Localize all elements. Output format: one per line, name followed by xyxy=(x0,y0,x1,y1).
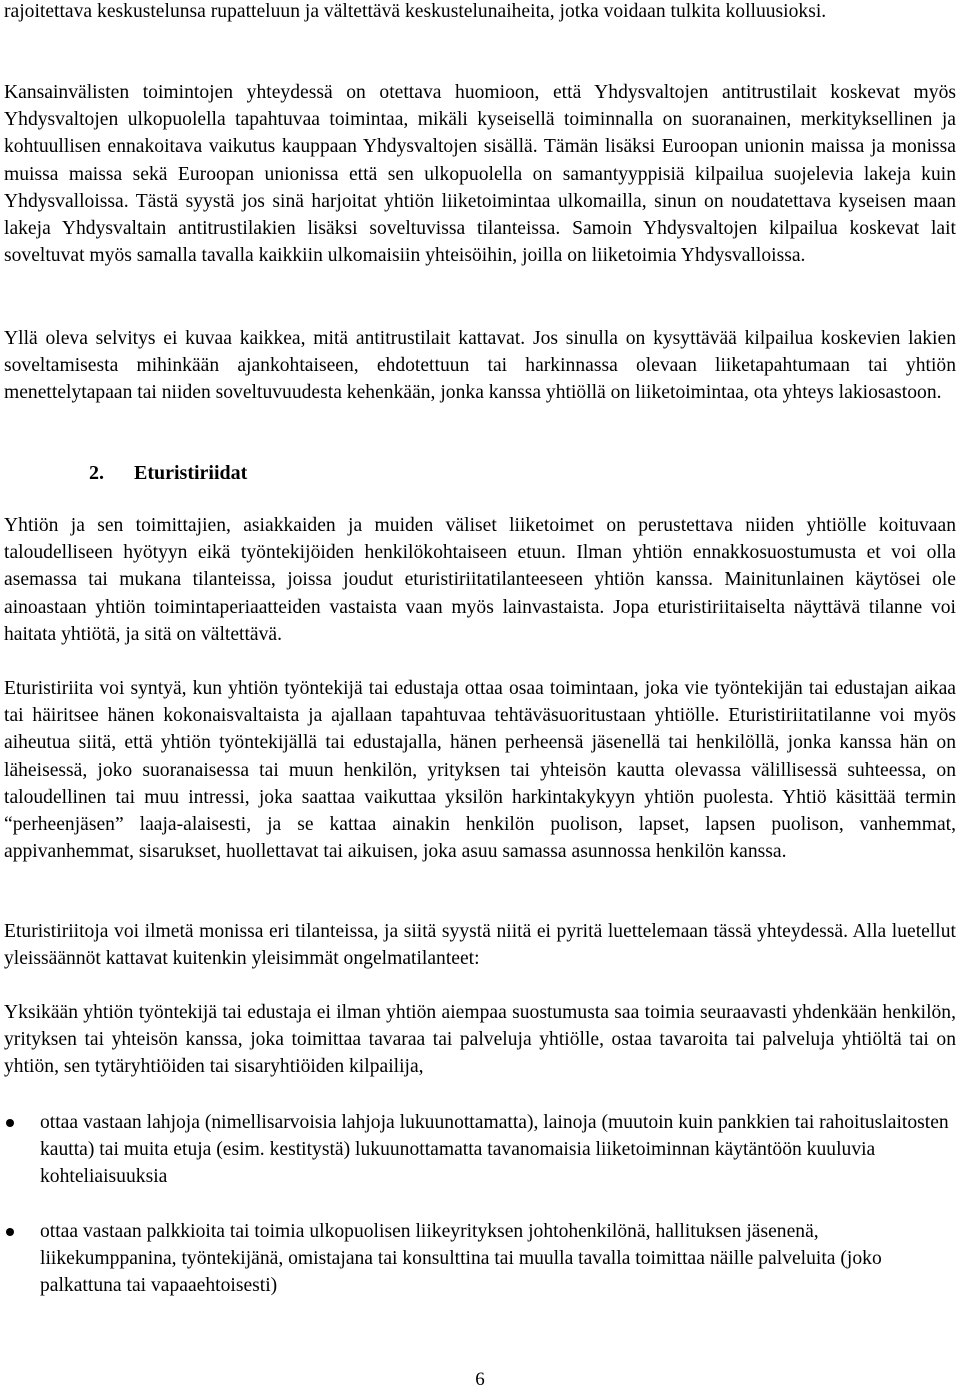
paragraph-international: Kansainvälisten toimintojen yhteydessä on otettava huomioon, että Yhdysvaltojen antitrustilait koskevat myös Yhdysvaltojen ulkopuolella tapahtuvaa toimintaa, mikäli kyseisellä toiminnalla on suoranainen, merkityksellinen ja kohtuullisen ennakoitava vaikutus kauppaan Yhdysvaltojen sisällä. Tämän lisäksi Euroopan unionin maissa ja monissa muissa maissa sekä Euroopan unionissa että sen ulkopuolella on samantyyppisiä kilpailua suojelevia lakeja kuin Yhdysvalloissa. Tästä syystä jos sinä harjoitat yhtiön liiketoimintaa ulkomailla, sinun on noudatettava kyseisen maan lakeja Yhdysvaltain antitrustilakien lisäksi soveltuvissa tilanteissa. Samoin Yhdysvaltojen kilpailua koskevat lait soveltuvat myös samalla tavalla kaikkiin ulkomaisiin yhteisöihin, joilla on liiketoimia Yhdysvalloissa. xyxy=(4,82,956,267)
paragraph-rules: Yksikään yhtiön työntekijä tai edustaja ei ilman yhtiön aiempaa suostumusta saa toimia seuraavasti yhdenkään henkilön, yrityksen tai yhteisön kanssa, joka toimittaa tavaraa tai palveluja yhtiölle, ostaa tavaroita tai palveluja yhtiöltä tai on yhtiön, sen tytäryhtiöiden tai sisaryhtiöiden kilpailija, xyxy=(4,1002,956,1078)
page-number: 6 xyxy=(475,1369,485,1390)
bullet-icon xyxy=(6,1228,14,1236)
section-number: 2. xyxy=(89,462,104,484)
paragraph-conflict-intro: Yhtiön ja sen toimittajien, asiakkaiden ja muiden väliset liiketoimet on perustettava niiden yhtiölle koituvaan taloudelliseen hyötyyn eikä työntekijöiden henkilökohtaiseen etuun. Ilman yhtiön ennakkosuostumusta et voi olla asemassa tai mukana tilanteissa, joissa joudut eturistiriitatilanteeseen yhtiön kanssa. Mainitunlainen käytösei ole ainoastaan yhtiön toimintaperiaatteiden vastaista vaan myös lainvastaista. Jopa eturistiriitaiselta näyttävä tilanne voi haitata yhtiötä, ja sitä on vältettävä. xyxy=(4,515,956,645)
paragraph-antitrust-summary: Yllä oleva selvitys ei kuvaa kaikkea, mitä antitrustilait kattavat. Jos sinulla on kysyttävää kilpailua koskevien lakien soveltamisesta mihinkään ajankohtaiseen, ehdotettuun tai harkinnassa olevaan liiketapahtumaan tai yhtiön menettelytapaan tai niiden soveltuvuudesta kehenkään, jonka kanssa yhtiöllä on liiketoimintaa, ota yhteys lakiosastoon. xyxy=(4,328,956,404)
paragraph-kolluusio: rajoitettava keskustelunsa rupatteluun ja vältettävä keskustelunaiheita, jotka voidaan tulkita kolluusioksi. xyxy=(4,1,827,22)
paragraph-conflict-situations: Eturistiriitoja voi ilmetä monissa eri tilanteissa, ja siitä syystä niitä ei pyritä luettelemaan tässä yhteydessä. Alla luetellut yleissäännöt kattavat kuitenkin yleisimmät ongelmatilanteet: xyxy=(4,921,956,970)
section-heading xyxy=(89,460,247,487)
paragraph-conflict-definition: Eturistiriita voi syntyä, kun yhtiön työntekijä tai edustaja ottaa osaa toimintaan, joka vie työntekijän tai edustajan aikaa tai häiritsee hänen kokonaisvaltaista ja ajallaan tapahtuvaa tehtäväsuoritustaan yhtiölle. Eturistiriitatilanne voi myös aiheutua siitä, että yhtiön työntekijällä tai edustajalla, hänen perheensä jäsenellä tai henkilöllä, jonka kanssa hän on läheisessä, joko suoranaisessa tai muun henkilön, yrityksen tai yhteisön kautta olevassa välillisessä suhteessa, on taloudellinen tai muu intressi, joka saattaa vaikuttaa yksilön harkintakykyyn yhtiön puolesta. Yhtiö käsittää termin “perheenjäsen” laaja-alaisesti, ja se kattaa ainakin henkilön puolison, lapset, lapsen puolison, vanhemmat, appivanhemmat, sisarukset, huollettavat tai aikuisen, joka asuu samassa asunnossa henkilön kanssa. xyxy=(4,678,956,863)
list-item xyxy=(4,1218,956,1300)
list-item xyxy=(4,1109,956,1191)
list-item-text: ottaa vastaan palkkioita tai toimia ulkopuolisen liikeyrityksen johtohenkilönä, hallituksen jäsenenä, liikekumppanina, työntekijänä, omistajana tai konsulttina tai muulla tavalla toimittaa näille palveluita (joko palkattuna tai vapaaehtoisesti) xyxy=(40,1221,882,1297)
list-item-text: ottaa vastaan lahjoja (nimellisarvoisia lahjoja lukuunottamatta), lainoja (muutoin kuin pankkien tai rahoituslaitosten kautta) tai muita etuja (esim. kestitystä) lukuunottamatta tavanomaisia liiketoiminnan käytäntöön kuuluvia kohteliaisuuksia xyxy=(40,1112,949,1188)
section-title: Eturistiriidat xyxy=(134,462,248,484)
bullet-icon xyxy=(6,1119,14,1127)
